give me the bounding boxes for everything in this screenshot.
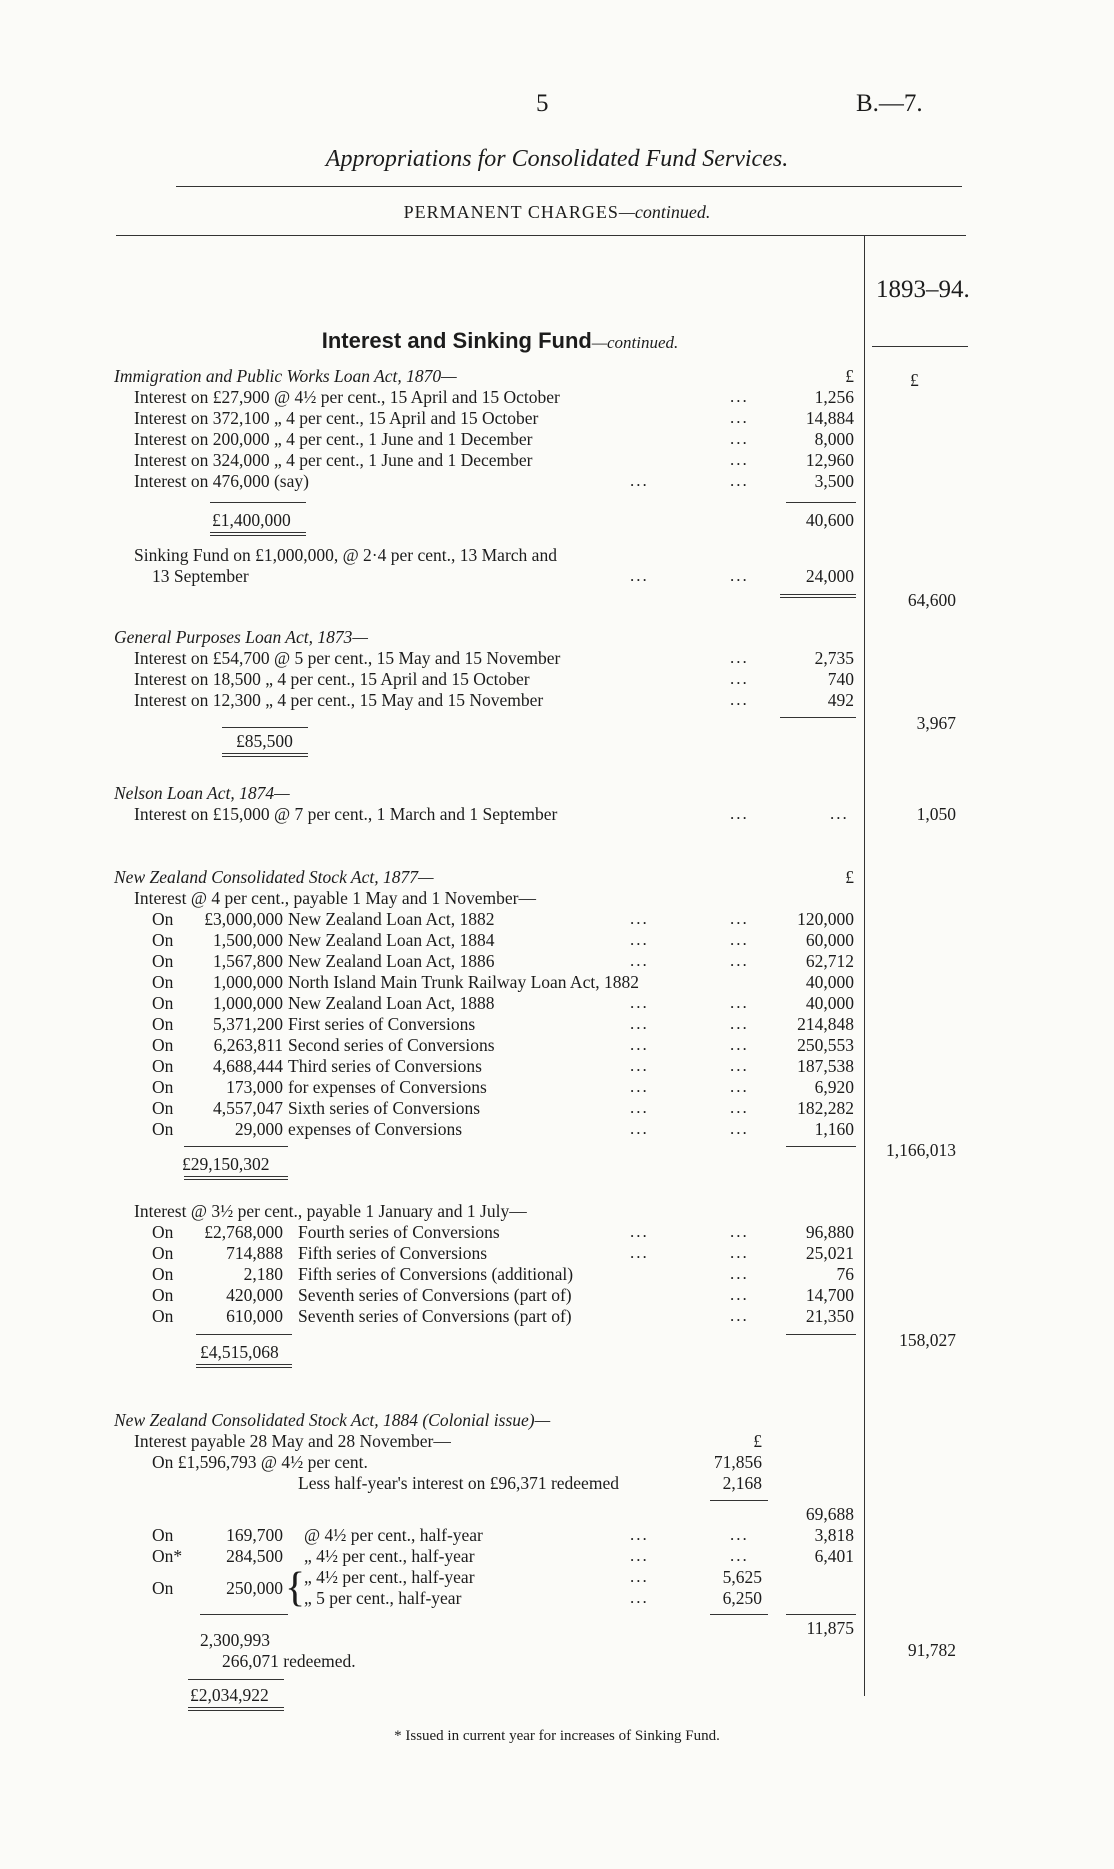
nzcs77-description: New Zealand Loan Act, 1886 <box>288 951 495 971</box>
leader-dots: ... <box>630 1546 649 1565</box>
year-heading: 1893–94. <box>876 276 970 303</box>
gp-capital: £85,500 <box>236 731 293 751</box>
nzcs77-interest: 6,920 <box>814 1077 854 1097</box>
nzcs77-interest: 187,538 <box>797 1056 854 1076</box>
capital-underline <box>222 753 308 754</box>
ipw-line: Interest on 476,000 (say) <box>134 471 309 491</box>
nzcs77-on: On <box>152 1077 174 1097</box>
nzcs84-heading: New Zealand Consolidated Stock Act, 1884 (Colonial issue)— <box>114 1410 551 1430</box>
nzcs77-description: New Zealand Loan Act, 1888 <box>288 993 495 1013</box>
page-subtitle <box>0 202 1114 223</box>
leader-dots: ... <box>730 1056 749 1075</box>
gp-amount: 492 <box>827 690 854 710</box>
nzcs77-interest-4pc: Interest @ 4 per cent., payable 1 May and 1 November— <box>134 888 536 908</box>
capital-rule <box>200 1614 288 1615</box>
pound-sign: £ <box>845 867 854 887</box>
nzcs77-interest-3-5pc: Interest @ 3½ per cent., payable 1 January and 1 July— <box>134 1201 527 1221</box>
ipw-amount: 1,256 <box>814 387 854 407</box>
leader-dots: ... <box>630 471 649 490</box>
ipw-line: Interest on 372,100 „ 4 per cent., 15 April and 15 October <box>134 408 539 428</box>
ipw-amount: 3,500 <box>814 471 854 491</box>
subtotal-rule <box>786 502 856 503</box>
leader-dots: ... <box>630 1222 649 1241</box>
leader-dots: ... <box>730 690 749 709</box>
nzcs77-on: On <box>152 1264 174 1284</box>
nzcs77-on: On <box>152 1243 174 1263</box>
leader-dots: ... <box>630 566 649 585</box>
nzcs77-on: On <box>152 972 174 992</box>
nzcs84-on: On* <box>152 1546 183 1566</box>
leader-dots: ... <box>630 1525 649 1544</box>
nzcs84-main-stock: On £1,596,793 @ 4½ per cent. <box>152 1452 368 1472</box>
pound-sign: £ <box>845 366 854 386</box>
nzcs77-capital-amount: 714,888 <box>226 1243 283 1263</box>
nzcs77-total-3-5pc: 158,027 <box>899 1330 956 1350</box>
capital-rule <box>222 727 308 728</box>
nzcs84-net-interest: 69,688 <box>805 1504 854 1524</box>
year-column-divider <box>864 236 865 1696</box>
capital-underline <box>188 1707 284 1708</box>
subtitle-rule <box>116 235 966 236</box>
nzcs77-interest: 62,712 <box>805 951 854 971</box>
leader-dots: ... <box>730 909 749 928</box>
subtitle-text: PERMANENT CHARGES <box>403 202 619 222</box>
footnote: * Issued in current year for increases of Sinking Fund. <box>394 1728 720 1744</box>
nzcs77-capital-amount: 420,000 <box>226 1285 283 1305</box>
nzcs77-capital-amount: 29,000 <box>234 1119 283 1139</box>
leader-dots: ... <box>730 951 749 970</box>
leader-dots: ... <box>630 1014 649 1033</box>
nelson-total: 1,050 <box>916 804 956 824</box>
nzcs77-capital-amount: 4,557,047 <box>213 1098 283 1118</box>
nzcs77-on: On <box>152 1035 174 1055</box>
nzcs77-capital-amount: 610,000 <box>226 1306 283 1326</box>
leader-dots: ... <box>730 1035 749 1054</box>
gp-amount: 2,735 <box>814 648 854 668</box>
ipw-amount: 12,960 <box>805 450 854 470</box>
nzcs84-net-capital: £2,034,922 <box>190 1685 269 1705</box>
subtotal-rule <box>710 1500 768 1501</box>
title-rule <box>176 186 962 187</box>
nzcs77-on: On <box>152 1306 174 1326</box>
leader-dots: ... <box>630 1077 649 1096</box>
capital-rule <box>184 1146 288 1147</box>
nzcs77-interest: 1,160 <box>814 1119 854 1139</box>
nzcs84-main-interest: 71,856 <box>713 1452 762 1472</box>
ipw-heading: Immigration and Public Works Loan Act, 1870— <box>114 366 457 386</box>
capital-underline <box>210 532 306 533</box>
nzcs77-on: On <box>152 951 174 971</box>
nzcs77-capital-amount: 1,500,000 <box>213 930 283 950</box>
leader-dots: ... <box>730 930 749 949</box>
nzcs77-interest: 14,700 <box>805 1285 854 1305</box>
leader-dots: ... <box>730 1264 749 1283</box>
ipw-subtotal: 40,600 <box>805 510 854 530</box>
nzcs84-split-description: „ 5 per cent., half-year <box>304 1588 462 1608</box>
nzcs77-description: Seventh series of Conversions (part of) <box>298 1306 572 1326</box>
nzcs84-less-redeemed: Less half-year's interest on £96,371 redeemed <box>298 1473 619 1493</box>
nzcs77-description: Third series of Conversions <box>288 1056 482 1076</box>
leader-dots: ... <box>730 1222 749 1241</box>
nzcs77-interest: 182,282 <box>797 1098 854 1118</box>
nzcs84-description: @ 4½ per cent., half-year <box>304 1525 483 1545</box>
leader-dots: ... <box>730 387 749 406</box>
page-title: Appropriations for Consolidated Fund Services. <box>325 146 789 172</box>
gp-amount: 740 <box>827 669 854 689</box>
nzcs77-description: First series of Conversions <box>288 1014 476 1034</box>
leader-dots: ... <box>730 429 749 448</box>
nzcs77-on: On <box>152 930 174 950</box>
nzcs77-capital-3-5pc: £4,515,068 <box>200 1342 279 1362</box>
nzcs77-description: for expenses of Conversions <box>288 1077 487 1097</box>
nzcs84-interest-line: Interest payable 28 May and 28 November— <box>134 1431 451 1451</box>
leader-dots: ... <box>630 1056 649 1075</box>
nzcs77-capital-amount: 2,180 <box>243 1264 283 1284</box>
nzcs77-interest: 120,000 <box>797 909 854 929</box>
nelson-heading: Nelson Loan Act, 1874— <box>114 783 290 803</box>
leader-dots: ... <box>730 1243 749 1262</box>
leader-dots: ... <box>630 1119 649 1138</box>
capital-rule <box>196 1334 292 1335</box>
nzcs77-heading: New Zealand Consolidated Stock Act, 1877— <box>114 867 434 887</box>
nzcs84-description: „ 4½ per cent., half-year <box>304 1546 475 1566</box>
nzcs84-capital-amount: 284,500 <box>226 1546 283 1566</box>
document-reference: B.—7. <box>856 90 923 117</box>
nzcs84-redeemed: 266,071 redeemed. <box>222 1651 356 1671</box>
nzcs77-description: Second series of Conversions <box>288 1035 495 1055</box>
nzcs77-capital-amount: 6,263,811 <box>213 1035 283 1055</box>
nzcs77-interest: 25,021 <box>805 1243 854 1263</box>
capital-underline <box>222 756 308 757</box>
nzcs77-capital-4pc: £29,150,302 <box>182 1154 270 1174</box>
leader-dots: ... <box>630 930 649 949</box>
nzcs77-on: On <box>152 1119 174 1139</box>
nzcs77-total-4pc: 1,166,013 <box>886 1140 956 1160</box>
subtitle-continued: —continued. <box>618 202 711 222</box>
leader-dots: ... <box>730 804 749 823</box>
gp-total: 3,967 <box>916 713 956 733</box>
nzcs77-interest: 60,000 <box>805 930 854 950</box>
ipw-sinking-amount: 24,000 <box>805 566 854 586</box>
page-number: 5 <box>536 90 549 117</box>
leader-dots: ... <box>730 993 749 1012</box>
pound-sign: £ <box>753 1431 762 1451</box>
brace-glyph: { <box>285 1565 306 1611</box>
leader-dots: ... <box>630 1035 649 1054</box>
leader-dots: ... <box>730 1525 749 1544</box>
leader-dots: ... <box>730 408 749 427</box>
pound-sign: £ <box>910 370 919 390</box>
nzcs77-interest: 96,880 <box>805 1222 854 1242</box>
leader-dots: ... <box>730 566 749 585</box>
nzcs77-interest: 250,553 <box>797 1035 854 1055</box>
nzcs77-description: expenses of Conversions <box>288 1119 463 1139</box>
nzcs77-capital-amount: 173,000 <box>226 1077 283 1097</box>
capital-underline <box>184 1179 288 1180</box>
nzcs77-on: On <box>152 1285 174 1305</box>
nzcs77-description: New Zealand Loan Act, 1882 <box>288 909 495 929</box>
ipw-total: 64,600 <box>907 590 956 610</box>
ipw-sinking-fund: Sinking Fund on £1,000,000, @ 2·4 per cent., 13 March and <box>134 545 557 565</box>
leader-dots: ... <box>730 1098 749 1117</box>
leader-dots: ... <box>630 909 649 928</box>
section-title-continued: —continued. <box>591 333 679 352</box>
nzcs77-interest: 40,000 <box>805 993 854 1013</box>
ipw-line: Interest on £27,900 @ 4½ per cent., 15 April and 15 October <box>134 387 560 407</box>
leader-dots: ... <box>630 1567 649 1586</box>
nzcs84-interest: 3,818 <box>814 1525 854 1545</box>
gp-line: Interest on 18,500 „ 4 per cent., 15 April and 15 October <box>134 669 530 689</box>
leader-dots: ... <box>630 1243 649 1262</box>
nzcs77-on: On <box>152 1222 174 1242</box>
ipw-line: Interest on 324,000 „ 4 per cent., 1 June and 1 December <box>134 450 533 470</box>
nzcs84-capital-amount: 169,700 <box>226 1525 283 1545</box>
ipw-line: Interest on 200,000 „ 4 per cent., 1 June and 1 December <box>134 429 533 449</box>
nzcs84-split-description: „ 4½ per cent., half-year <box>304 1567 475 1587</box>
nzcs84-capital-total: 2,300,993 <box>200 1630 270 1650</box>
nzcs84-on: On <box>152 1525 174 1545</box>
nzcs77-interest: 21,350 <box>805 1306 854 1326</box>
capital-underline <box>184 1176 288 1177</box>
leader-dots: ... <box>730 471 749 490</box>
leader-dots: ... <box>730 1306 749 1325</box>
nzcs77-on: On <box>152 993 174 1013</box>
leader-dots: ... <box>630 951 649 970</box>
nzcs84-on: On <box>152 1578 174 1598</box>
nzcs77-capital-amount: 4,688,444 <box>213 1056 283 1076</box>
ipw-sinking-fund-cont: 13 September <box>152 566 249 586</box>
nzcs77-on: On <box>152 1056 174 1076</box>
leader-dots: ... <box>630 1098 649 1117</box>
leader-dots: ... <box>630 1588 649 1607</box>
nzcs77-description: Fifth series of Conversions (additional) <box>298 1264 574 1284</box>
nzcs77-description: Seventh series of Conversions (part of) <box>298 1285 572 1305</box>
capital-underline <box>188 1710 284 1711</box>
capital-underline <box>196 1367 292 1368</box>
nzcs77-capital-amount: 1,000,000 <box>213 972 283 992</box>
leader-dots: ... <box>830 804 849 823</box>
leader-dots: ... <box>730 1077 749 1096</box>
capital-underline <box>210 535 306 536</box>
nzcs77-on: On <box>152 909 174 929</box>
nzcs77-capital-amount: 1,567,800 <box>213 951 283 971</box>
ipw-amount: 14,884 <box>805 408 854 428</box>
nzcs84-split-capital: 250,000 <box>226 1578 283 1598</box>
leader-dots: ... <box>730 1285 749 1304</box>
nzcs84-split-interest: 6,250 <box>722 1588 762 1608</box>
nzcs77-capital-amount: 1,000,000 <box>213 993 283 1013</box>
capital-underline <box>196 1364 292 1365</box>
nzcs77-description: Fifth series of Conversions <box>298 1243 488 1263</box>
nzcs77-description: Sixth series of Conversions <box>288 1098 481 1118</box>
nzcs77-capital-amount: 5,371,200 <box>213 1014 283 1034</box>
nzcs77-interest: 214,848 <box>797 1014 854 1034</box>
nzcs77-capital-amount: £3,000,000 <box>204 909 283 929</box>
leader-dots: ... <box>730 1119 749 1138</box>
leader-dots: ... <box>730 1546 749 1565</box>
nzcs77-description: North Island Main Trunk Railway Loan Act, 1882 <box>288 972 639 992</box>
ipw-amount: 8,000 <box>814 429 854 449</box>
leader-dots: ... <box>730 669 749 688</box>
leader-dots: ... <box>630 993 649 1012</box>
nzcs77-description: Fourth series of Conversions <box>298 1222 500 1242</box>
gp-heading: General Purposes Loan Act, 1873— <box>114 627 368 647</box>
subtotal-rule <box>710 1614 768 1615</box>
nzcs84-interest: 6,401 <box>814 1546 854 1566</box>
nelson-line: Interest on £15,000 @ 7 per cent., 1 March and 1 September <box>134 804 558 824</box>
nzcs77-description: New Zealand Loan Act, 1884 <box>288 930 495 950</box>
nzcs77-interest: 76 <box>836 1264 854 1284</box>
nzcs77-on: On <box>152 1098 174 1118</box>
section-title <box>0 328 1000 354</box>
capital-rule <box>188 1679 284 1680</box>
nzcs77-on: On <box>152 1014 174 1034</box>
section-title-text: Interest and Sinking Fund <box>321 328 592 353</box>
nzcs84-split-interest: 5,625 <box>722 1567 762 1587</box>
leader-dots: ... <box>730 648 749 667</box>
gp-line: Interest on £54,700 @ 5 per cent., 15 May and 15 November <box>134 648 561 668</box>
gp-line: Interest on 12,300 „ 4 per cent., 15 May and 15 November <box>134 690 544 710</box>
nzcs77-interest: 40,000 <box>805 972 854 992</box>
subtotal-rule <box>786 1614 856 1615</box>
nzcs77-capital-amount: £2,768,000 <box>204 1222 283 1242</box>
nzcs84-less-amount: 2,168 <box>722 1473 762 1493</box>
nzcs84-split-total: 11,875 <box>806 1618 854 1638</box>
capital-rule <box>210 502 306 503</box>
leader-dots: ... <box>730 450 749 469</box>
ipw-capital: £1,400,000 <box>212 510 291 530</box>
nzcs84-total: 91,782 <box>907 1640 956 1660</box>
leader-dots: ... <box>730 1014 749 1033</box>
